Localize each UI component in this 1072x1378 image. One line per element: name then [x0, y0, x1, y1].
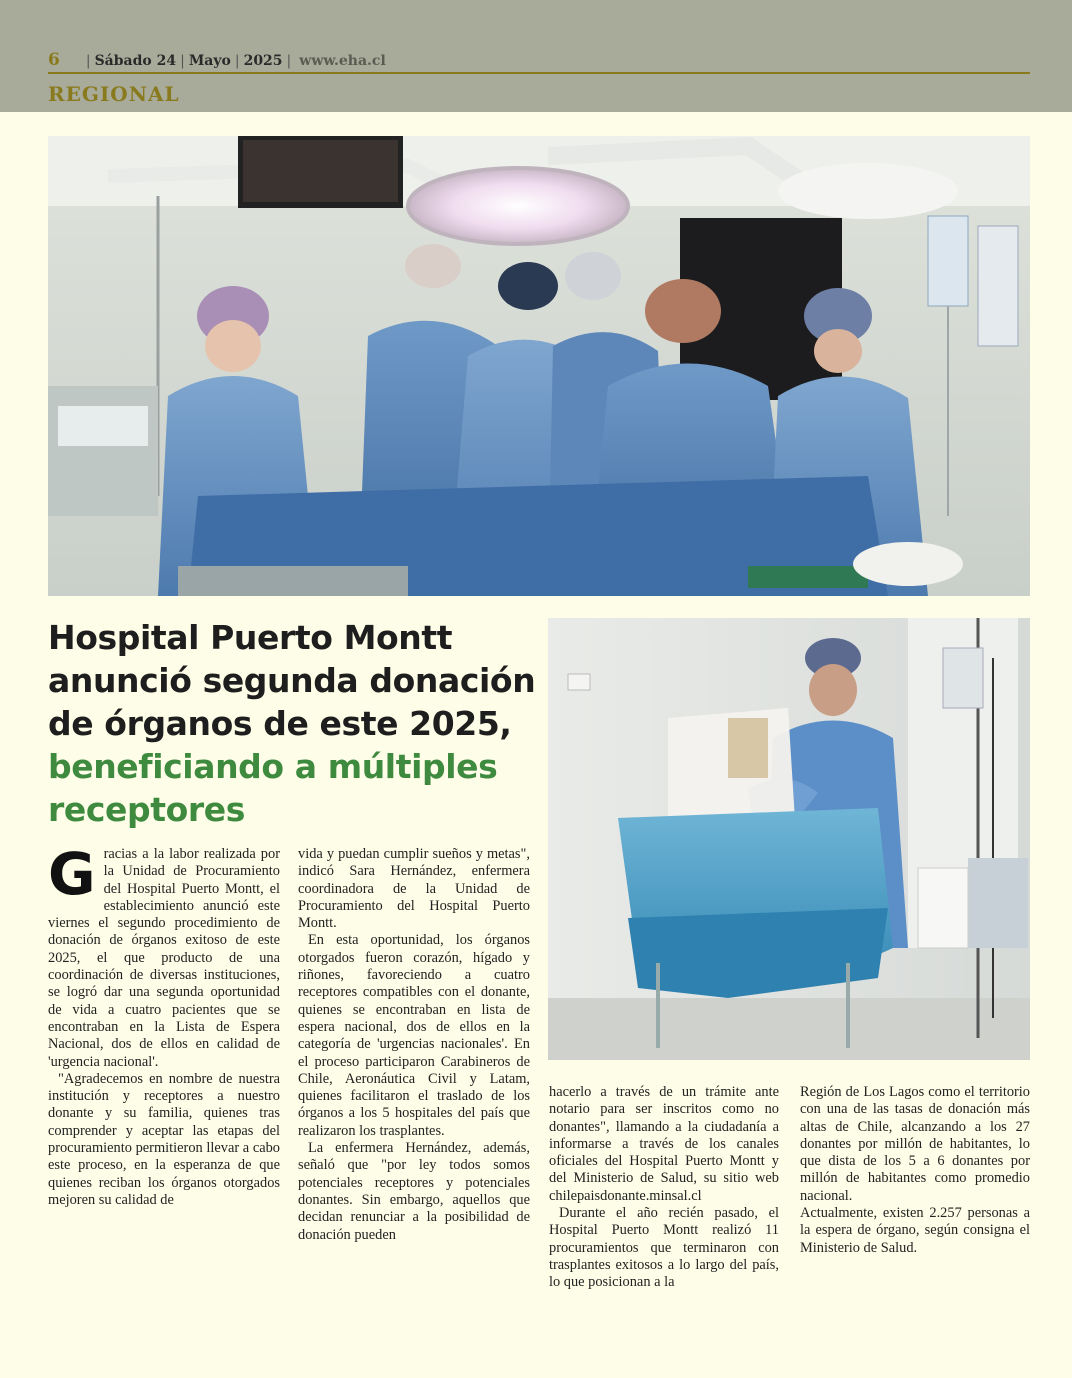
photo-nurse-container: [548, 618, 1030, 1060]
nurse-illustration: [548, 618, 1030, 1060]
paragraph-1: Gracias a la labor realizada por la Unidad de Procuramiento del Hospital Puerto Montt, el establecimiento anunció este viernes el segundo procedimiento de donación de órganos exitoso de este 2025, el que producto de una coordinación de diversas instituciones, se logró dar una segunda oportunidad de vida a cuatro pacientes que se encontraban en la Lista de Espera Nacional, dos de ellos en calidad de 'urgencia nacional'.: [48, 840, 280, 1070]
paragraph-2: "Agradecemos en nombre de nuestra institución y receptores a nuestro donante y su familia, quienes tras comprender y aceptar las etapas del procuramiento permitieron llevar a cabo este proceso, en la esperanza de que quienes reciban los órganos otorgados mejoren su calidad de: [48, 1070, 280, 1208]
paragraph-7: Durante el año recién pasado, el Hospital Puerto Montt realizó 11 procuramientos que terminaron con trasplantes exitosos a lo largo del país, lo que posicionan a la: [549, 1205, 779, 1291]
drop-cap: G: [48, 840, 96, 908]
paragraph-4: En esta oportunidad, los órganos otorgados fueron corazón, hígado y riñones, favoreciendo a cuatro receptores compatibles con el donante, quienes se encontraban en lista de espera nacional, dos de ellos en la categoría de 'urgencias nacionales'. En el proceso participaron Carabineros de Chile, Aeronáutica Civil y Latam, quienes facilitaron el traslado de los órganos a los 5 hospitales del país que realizaron los trasplantes.: [298, 932, 530, 1139]
paragraph-6: hacerlo a través de un trámite ante notario para ser inscritos como no donantes", llamando a la ciudadanía a informarse a través de los canales oficiales del Hospital Puerto Montt y del Ministerio de Salud, su sitio web chilepaisdonante.minsal.cl: [549, 1084, 779, 1204]
paragraph-9: Actualmente, existen 2.257 personas a la espera de órgano, según consigna el Ministerio de Salud.: [800, 1205, 1030, 1256]
page-header: [0, 0, 1072, 112]
headline-main: Hospital Puerto Montt anunció segunda donación de órganos de este 2025,: [48, 618, 536, 743]
photo-surgical-team: [48, 136, 1030, 596]
paragraph-5: La enfermera Hernández, además, señaló que "por ley todos somos potenciales receptores y potenciales donantes. Sin embargo, aquellos que decidan renunciar a la posibilidad de donación pueden: [298, 1140, 530, 1243]
article-column-4: [800, 1084, 1030, 1257]
article-column-1: [48, 840, 280, 1209]
paragraph-8: Región de Los Lagos como el territorio con una de las tasas de donación más altas de Chile, alcanzando a los 27 donantes por millón de habitantes, lo que dista de los 5 a 6 donantes por millón de habitantes como promedio nacional.: [800, 1084, 1030, 1204]
headline-highlight: beneficiando a múltiples receptores: [48, 747, 498, 829]
article-headline: [48, 616, 538, 831]
folio-line: 6 | Sábado 24 | Mayo | 2025 | www.eha.cl: [48, 50, 386, 70]
issue-day: Sábado 24: [94, 53, 177, 69]
issue-year: 2025: [243, 53, 283, 69]
website-link[interactable]: www.eha.cl: [299, 53, 386, 69]
article-column-2: [298, 846, 530, 1244]
paragraph-3: vida y puedan cumplir sueños y metas", indicó Sara Hernández, enfermera coordinadora de la Unidad de Procuramiento del Hospital Puerto Montt.: [298, 846, 530, 932]
issue-month: Mayo: [188, 53, 231, 69]
page-number: 6: [48, 50, 60, 70]
header-rule: [48, 72, 1030, 74]
operating-room-illustration: [48, 136, 1030, 596]
section-title: REGIONAL: [48, 82, 180, 106]
article-column-3: [549, 1084, 779, 1292]
